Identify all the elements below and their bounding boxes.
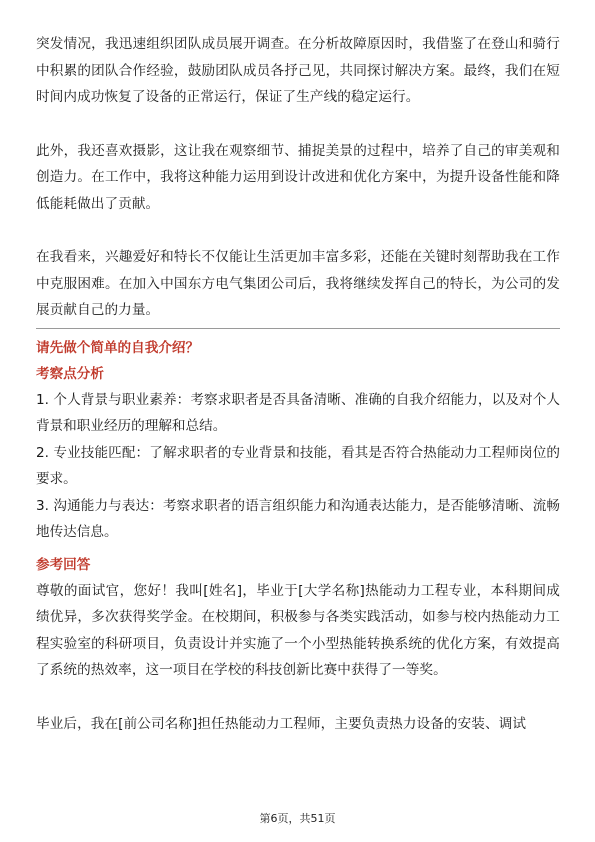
paragraph-gap [36, 111, 560, 138]
paragraph-gap [36, 684, 560, 711]
answer-heading: 参考回答 [36, 556, 91, 573]
answer-paragraph-2: 毕业后，我在[前公司名称]担任热能动力工程师，主要负责热力设备的安装、调试 [36, 715, 527, 732]
intro-paragraph-2: 此外，我还喜欢摄影，这让我在观察细节、捕捉美景的过程中，培养了自己的审美观和创造力。在工作中，我将这种能力运用到设计改进和优化方案中，为提升设备性能和降低能耗做出了贡献。 [36, 142, 560, 212]
intro-paragraph-3: 在我看来，兴趣爱好和特长不仅能让生活更加丰富多彩，还能在关键时刻帮助我在工作中克服困难。在加入中国东方电气集团公司后，我将继续发挥自己的特长，为公司的发展贡献自己的力量。 [36, 249, 560, 318]
page-content [36, 31, 560, 737]
intro-paragraph-1: 突发情况，我迅速组织团队成员展开调查。在分析故障原因时，我借鉴了在登山和骑行中积累的团队合作经验，鼓励团队成员各抒己见，共同探讨解决方案。最终，我们在短时间内成功恢复了设备的正常运行，保证了生产线的稳定运行。 [36, 36, 560, 105]
analysis-item-3: 3. 沟通能力与表达：考察求职者的语言组织能力和沟通表达能力，是否能够清晰、流畅地传达信息。 [36, 497, 560, 540]
analysis-item-2: 2. 专业技能匹配：了解求职者的专业背景和技能，看其是否符合热能动力工程师岗位的要求。 [36, 444, 560, 487]
section-divider [36, 328, 560, 329]
analysis-heading: 考察点分析 [36, 365, 104, 382]
page-number-footer: 第6页，共51页 [259, 812, 336, 825]
analysis-item-1: 1. 个人背景与职业素养：考察求职者是否具备清晰、准确的自我介绍能力，以及对个人背景和职业经历的理解和总结。 [36, 391, 560, 434]
paragraph-gap [36, 217, 560, 244]
question-title: 请先做个简单的自我介绍？ [36, 339, 200, 356]
answer-paragraph-1: 尊敬的面试官，您好！我叫[姓名]，毕业于[大学名称]热能动力工程专业，本科期间成绩优异，多次获得奖学金。在校期间，积极参与各类实践活动，如参与校内热能动力工程实验室的科研项目，负责设计并实施了一个小型热能转换系统的优化方案，有效提高了系统的热效率，这一项目在学校的科技创新比赛中获得了一等奖。 [36, 582, 560, 678]
